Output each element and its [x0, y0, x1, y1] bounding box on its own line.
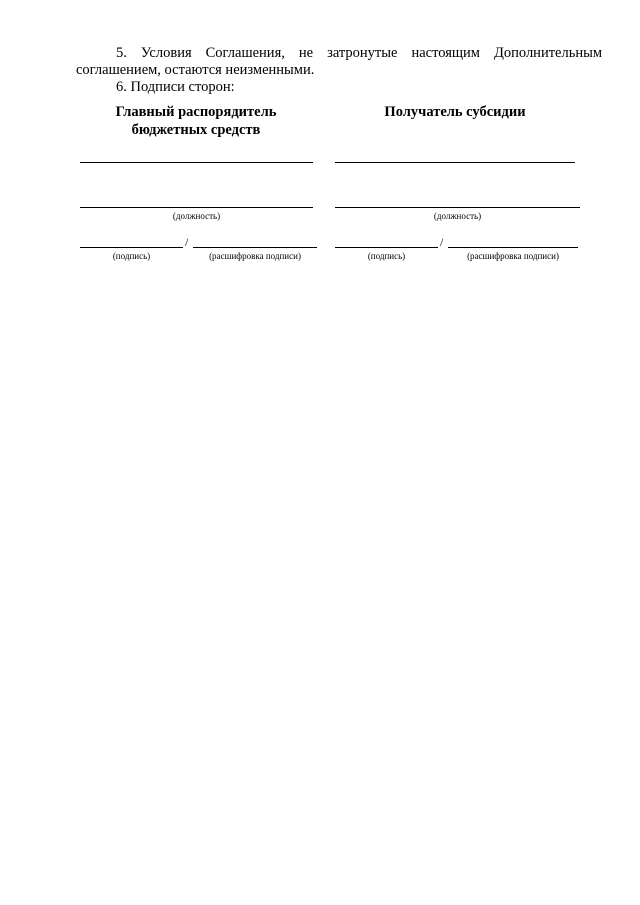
right-position-line [335, 207, 580, 208]
right-decode-line [448, 247, 578, 248]
right-signature-line [335, 247, 438, 248]
paragraph-5: 5. Условия Соглашения, не затронутые настоящим Дополнительным соглашением, остаются неизменными. [76, 45, 602, 78]
left-separator: / [185, 235, 189, 249]
left-heading-line1: Главный распорядитель [115, 104, 277, 120]
left-decode-caption: (расшифровка подписи) [209, 251, 301, 261]
right-signature-caption: (подпись) [367, 251, 406, 261]
right-party-heading: Получатель субсидии [384, 104, 526, 120]
left-position-caption: (должность) [172, 211, 221, 221]
left-signature-line [80, 247, 183, 248]
left-heading-line2: бюджетных средств [131, 122, 261, 138]
left-decode-line [193, 247, 317, 248]
left-signature-caption: (подпись) [112, 251, 151, 261]
right-name-line [335, 162, 575, 163]
left-name-line [80, 162, 313, 163]
left-party-heading [80, 103, 312, 139]
paragraph-6: 6. Подписи сторон: [116, 79, 235, 95]
right-separator: / [440, 235, 444, 249]
left-position-line [80, 207, 313, 208]
right-decode-caption: (расшифровка подписи) [467, 251, 559, 261]
right-position-caption: (должность) [433, 211, 482, 221]
